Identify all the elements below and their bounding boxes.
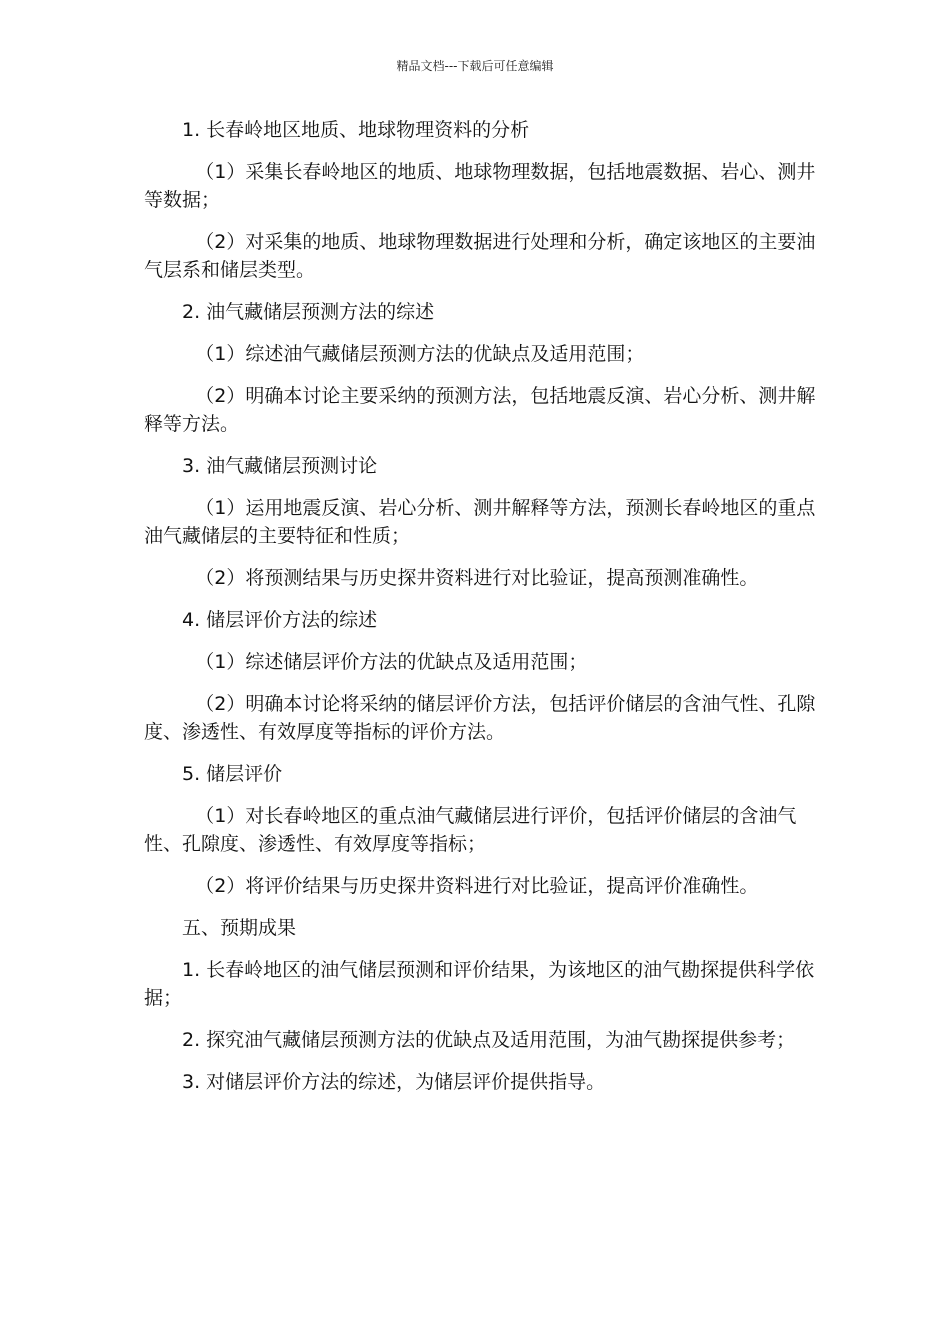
section-heading-1: 1. 长春岭地区地质、地球物理资料的分析 <box>182 119 530 141</box>
paragraph: （1）采集长春岭地区的地质、地球物理数据，包括地震数据、岩心、测井等数据； <box>144 161 816 211</box>
paragraph: （1）综述储层评价方法的优缺点及适用范围； <box>195 651 588 673</box>
section-heading-2: 2. 油气藏储层预测方法的综述 <box>182 301 435 323</box>
page-header: 精品文档---下载后可任意编辑 <box>396 59 554 73</box>
section-heading-3: 3. 油气藏储层预测讨论 <box>182 455 378 477</box>
section-heading-4: 4. 储层评价方法的综述 <box>182 609 378 631</box>
paragraph: （2）明确本讨论主要采纳的预测方法，包括地震反演、岩心分析、测井解释等方法。 <box>144 385 816 435</box>
result-item-1: 1. 长春岭地区的油气储层预测和评价结果，为该地区的油气勘探提供科学依据； <box>144 959 815 1009</box>
document-body <box>144 116 824 1110</box>
paragraph: （2）明确本讨论将采纳的储层评价方法，包括评价储层的含油气性、孔隙度、渗透性、有效厚度等指标的评价方法。 <box>144 693 816 743</box>
paragraph: （1）对长春岭地区的重点油气藏储层进行评价，包括评价储层的含油气性、孔隙度、渗透性、有效厚度等指标； <box>144 805 797 855</box>
paragraph: （2）将评价结果与历史探井资料进行对比验证，提高评价准确性。 <box>195 875 759 897</box>
paragraph: （2）对采集的地质、地球物理数据进行处理和分析，确定该地区的主要油气层系和储层类型。 <box>144 231 816 281</box>
chapter-heading-expected-results: 五、预期成果 <box>182 917 297 939</box>
paragraph: （1）运用地震反演、岩心分析、测井解释等方法，预测长春岭地区的重点油气藏储层的主要特征和性质； <box>144 497 816 547</box>
section-heading-5: 5. 储层评价 <box>182 763 283 785</box>
paragraph: （2）将预测结果与历史探井资料进行对比验证，提高预测准确性。 <box>195 567 759 589</box>
paragraph: （1）综述油气藏储层预测方法的优缺点及适用范围； <box>195 343 645 365</box>
result-item-3: 3. 对储层评价方法的综述，为储层评价提供指导。 <box>182 1071 606 1093</box>
result-item-2: 2. 探究油气藏储层预测方法的优缺点及适用范围，为油气勘探提供参考； <box>182 1029 796 1051</box>
